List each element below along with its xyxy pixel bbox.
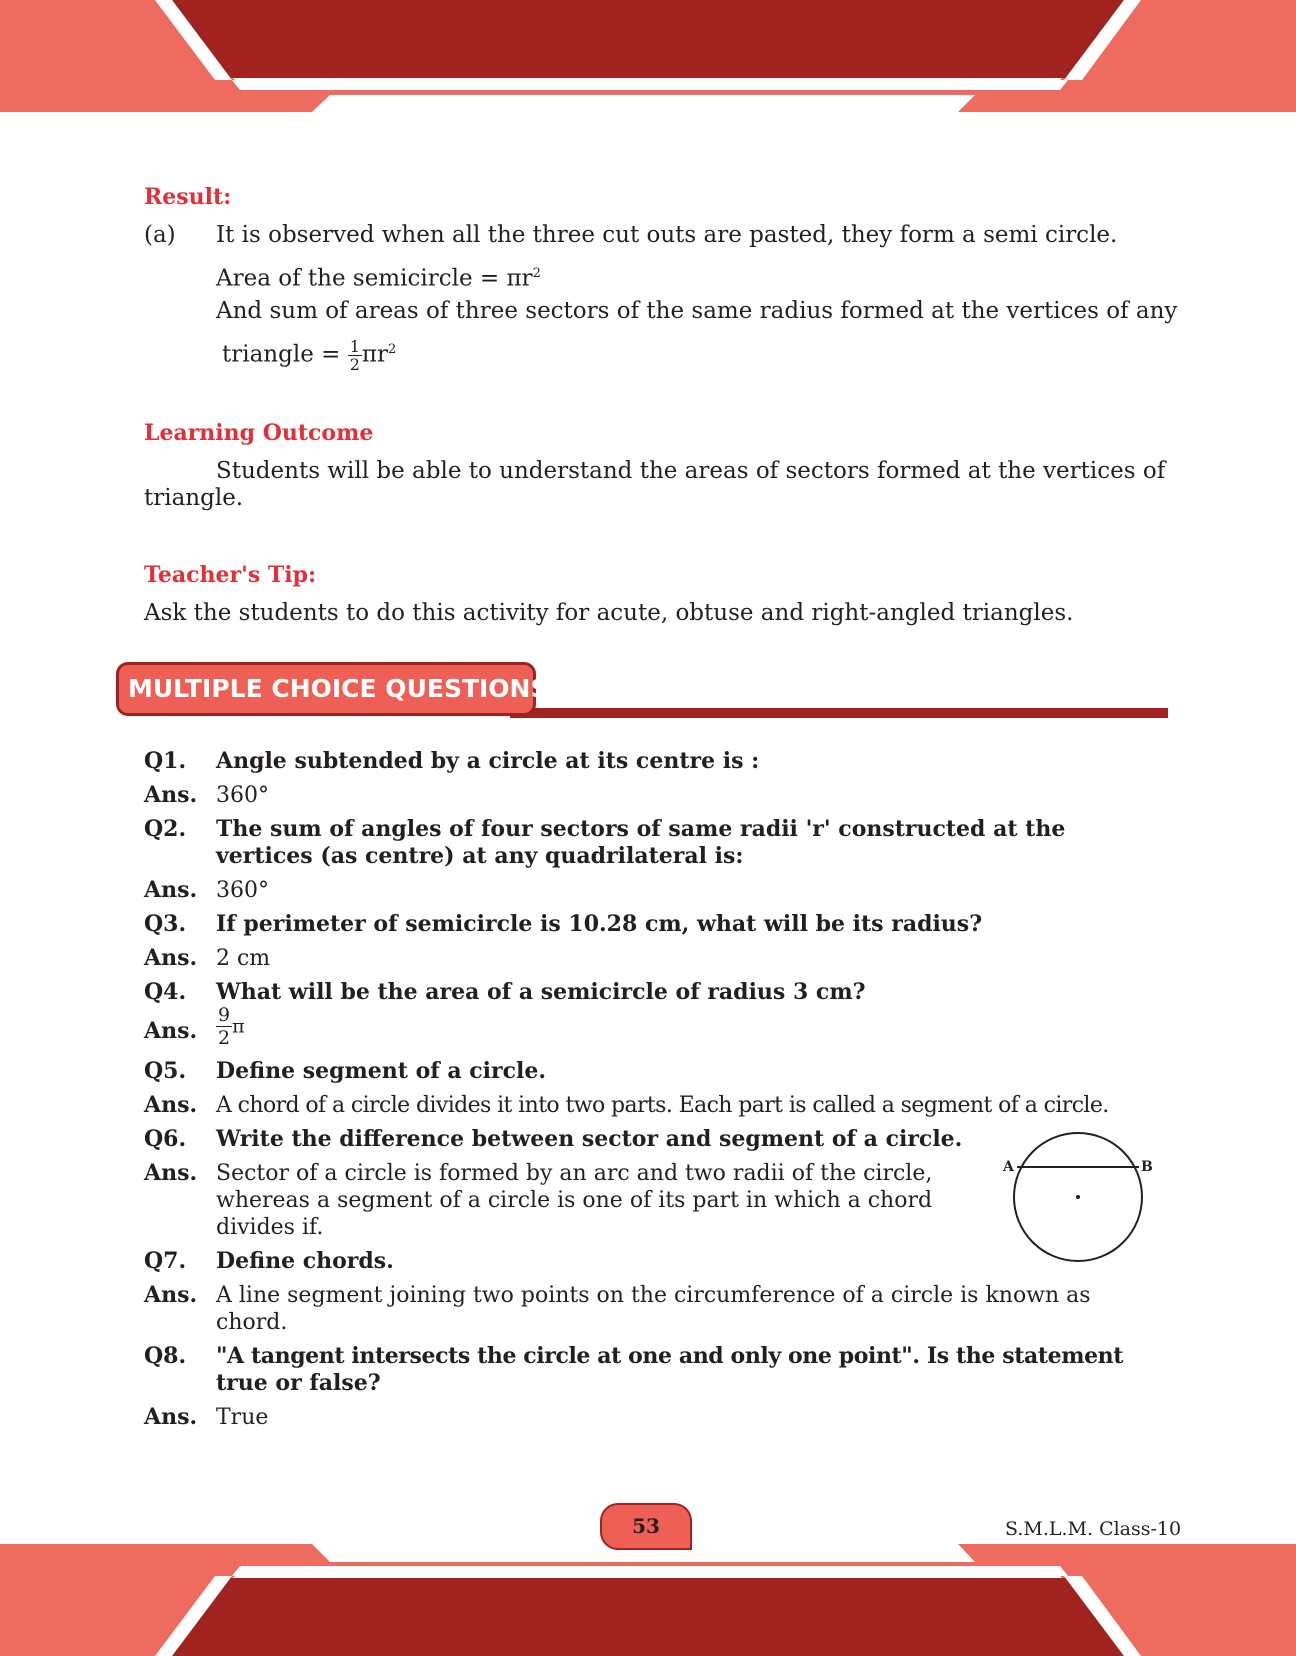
point-b-label: B xyxy=(1141,1159,1153,1175)
learning-outcome-line-1: Students will be able to understand the areas of sectors formed at the vertices of xyxy=(216,458,1166,484)
q6-text: Write the difference between sector and segment of a circle. xyxy=(216,1126,963,1152)
a1-text: 360° xyxy=(216,783,269,808)
a8-label: Ans. xyxy=(144,1404,198,1430)
result-item-label: (a) xyxy=(144,222,176,248)
result-line-1: It is observed when all the three cut outs are pasted, they form a semi circle. xyxy=(216,222,1118,248)
a6-label: Ans. xyxy=(144,1160,198,1186)
a6-text-line-3: divides if. xyxy=(216,1215,324,1240)
teachers-tip-text: Ask the students to do this activity for acute, obtuse and right-angled triangles. xyxy=(144,600,1074,626)
q1-label: Q1. xyxy=(144,748,187,774)
circle-centre xyxy=(1076,1195,1080,1199)
fraction-half: $\frac{1}{2}$ xyxy=(349,337,360,375)
result-line-2: Area of the semicircle = $\pi r^2$ xyxy=(216,265,541,292)
q4-text: What will be the area of a semicircle of radius 3 cm? xyxy=(216,979,866,1005)
result-line-4: triangle = $\frac{1}{2}$ $\pi r^2$ xyxy=(222,337,397,375)
q8-text-line-2: true or false? xyxy=(216,1370,381,1396)
a5-text: A chord of a circle divides it into two parts. Each part is called a segment of a circle. xyxy=(216,1093,1109,1118)
header-decoration xyxy=(0,0,1296,115)
fraction-nine-halves: $\frac{9}{2}$ xyxy=(218,1004,231,1049)
q8-label: Q8. xyxy=(144,1343,187,1369)
a3-text: 2 cm xyxy=(216,946,271,971)
point-a-label: A xyxy=(1003,1159,1014,1175)
a2-label: Ans. xyxy=(144,877,198,903)
q4-label: Q4. xyxy=(144,979,187,1005)
a7-label: Ans. xyxy=(144,1282,198,1308)
a7-text-line-2: chord. xyxy=(216,1310,288,1335)
a1-label: Ans. xyxy=(144,782,198,808)
page-number: 53 xyxy=(600,1503,692,1550)
a6-text-line-1: Sector of a circle is formed by an arc and two radii of the circle, xyxy=(216,1161,933,1186)
q6-label: Q6. xyxy=(144,1126,187,1152)
a8-text: True xyxy=(216,1405,269,1430)
teachers-tip-heading: Teacher's Tip: xyxy=(144,562,317,588)
q7-text: Define chords. xyxy=(216,1248,394,1274)
q7-label: Q7. xyxy=(144,1248,187,1274)
mcq-title: MULTIPLE CHOICE QUESTIONS xyxy=(128,674,549,703)
result-heading: Result: xyxy=(144,184,232,210)
a3-label: Ans. xyxy=(144,945,198,971)
chord-circle-figure xyxy=(995,1125,1165,1265)
q2-label: Q2. xyxy=(144,816,187,842)
q2-text-line-1: The sum of angles of four sectors of same radii 'r' constructed at the xyxy=(216,816,1066,842)
a4-answer: $\frac{9}{2}$ π xyxy=(218,1004,245,1049)
a2-text: 360° xyxy=(216,878,269,903)
a7-text-line-1: A line segment joining two points on the circumference of a circle is known as xyxy=(216,1283,1091,1308)
a4-label: Ans. xyxy=(144,1018,198,1044)
q8-text-line-1: "A tangent intersects the circle at one and only one point". Is the statement xyxy=(216,1343,1124,1369)
footer-decoration xyxy=(0,1540,1296,1656)
q1-text: Angle subtended by a circle at its centre is : xyxy=(216,748,760,774)
footer-book-title: S.M.L.M. Class-10 xyxy=(1005,1518,1182,1540)
learning-outcome-line-2: triangle. xyxy=(144,485,244,511)
learning-outcome-heading: Learning Outcome xyxy=(144,420,374,446)
q2-text-line-2: vertices (as centre) at any quadrilateral is: xyxy=(216,843,744,869)
q3-label: Q3. xyxy=(144,911,187,937)
mcq-underline xyxy=(510,708,1168,718)
q3-text: If perimeter of semicircle is 10.28 cm, what will be its radius? xyxy=(216,911,983,937)
a6-text-line-2: whereas a segment of a circle is one of its part in which a chord xyxy=(216,1188,933,1213)
q5-text: Define segment of a circle. xyxy=(216,1058,547,1084)
a5-label: Ans. xyxy=(144,1092,198,1118)
result-line-3: And sum of areas of three sectors of the same radius formed at the vertices of any xyxy=(216,298,1178,324)
q5-label: Q5. xyxy=(144,1058,187,1084)
